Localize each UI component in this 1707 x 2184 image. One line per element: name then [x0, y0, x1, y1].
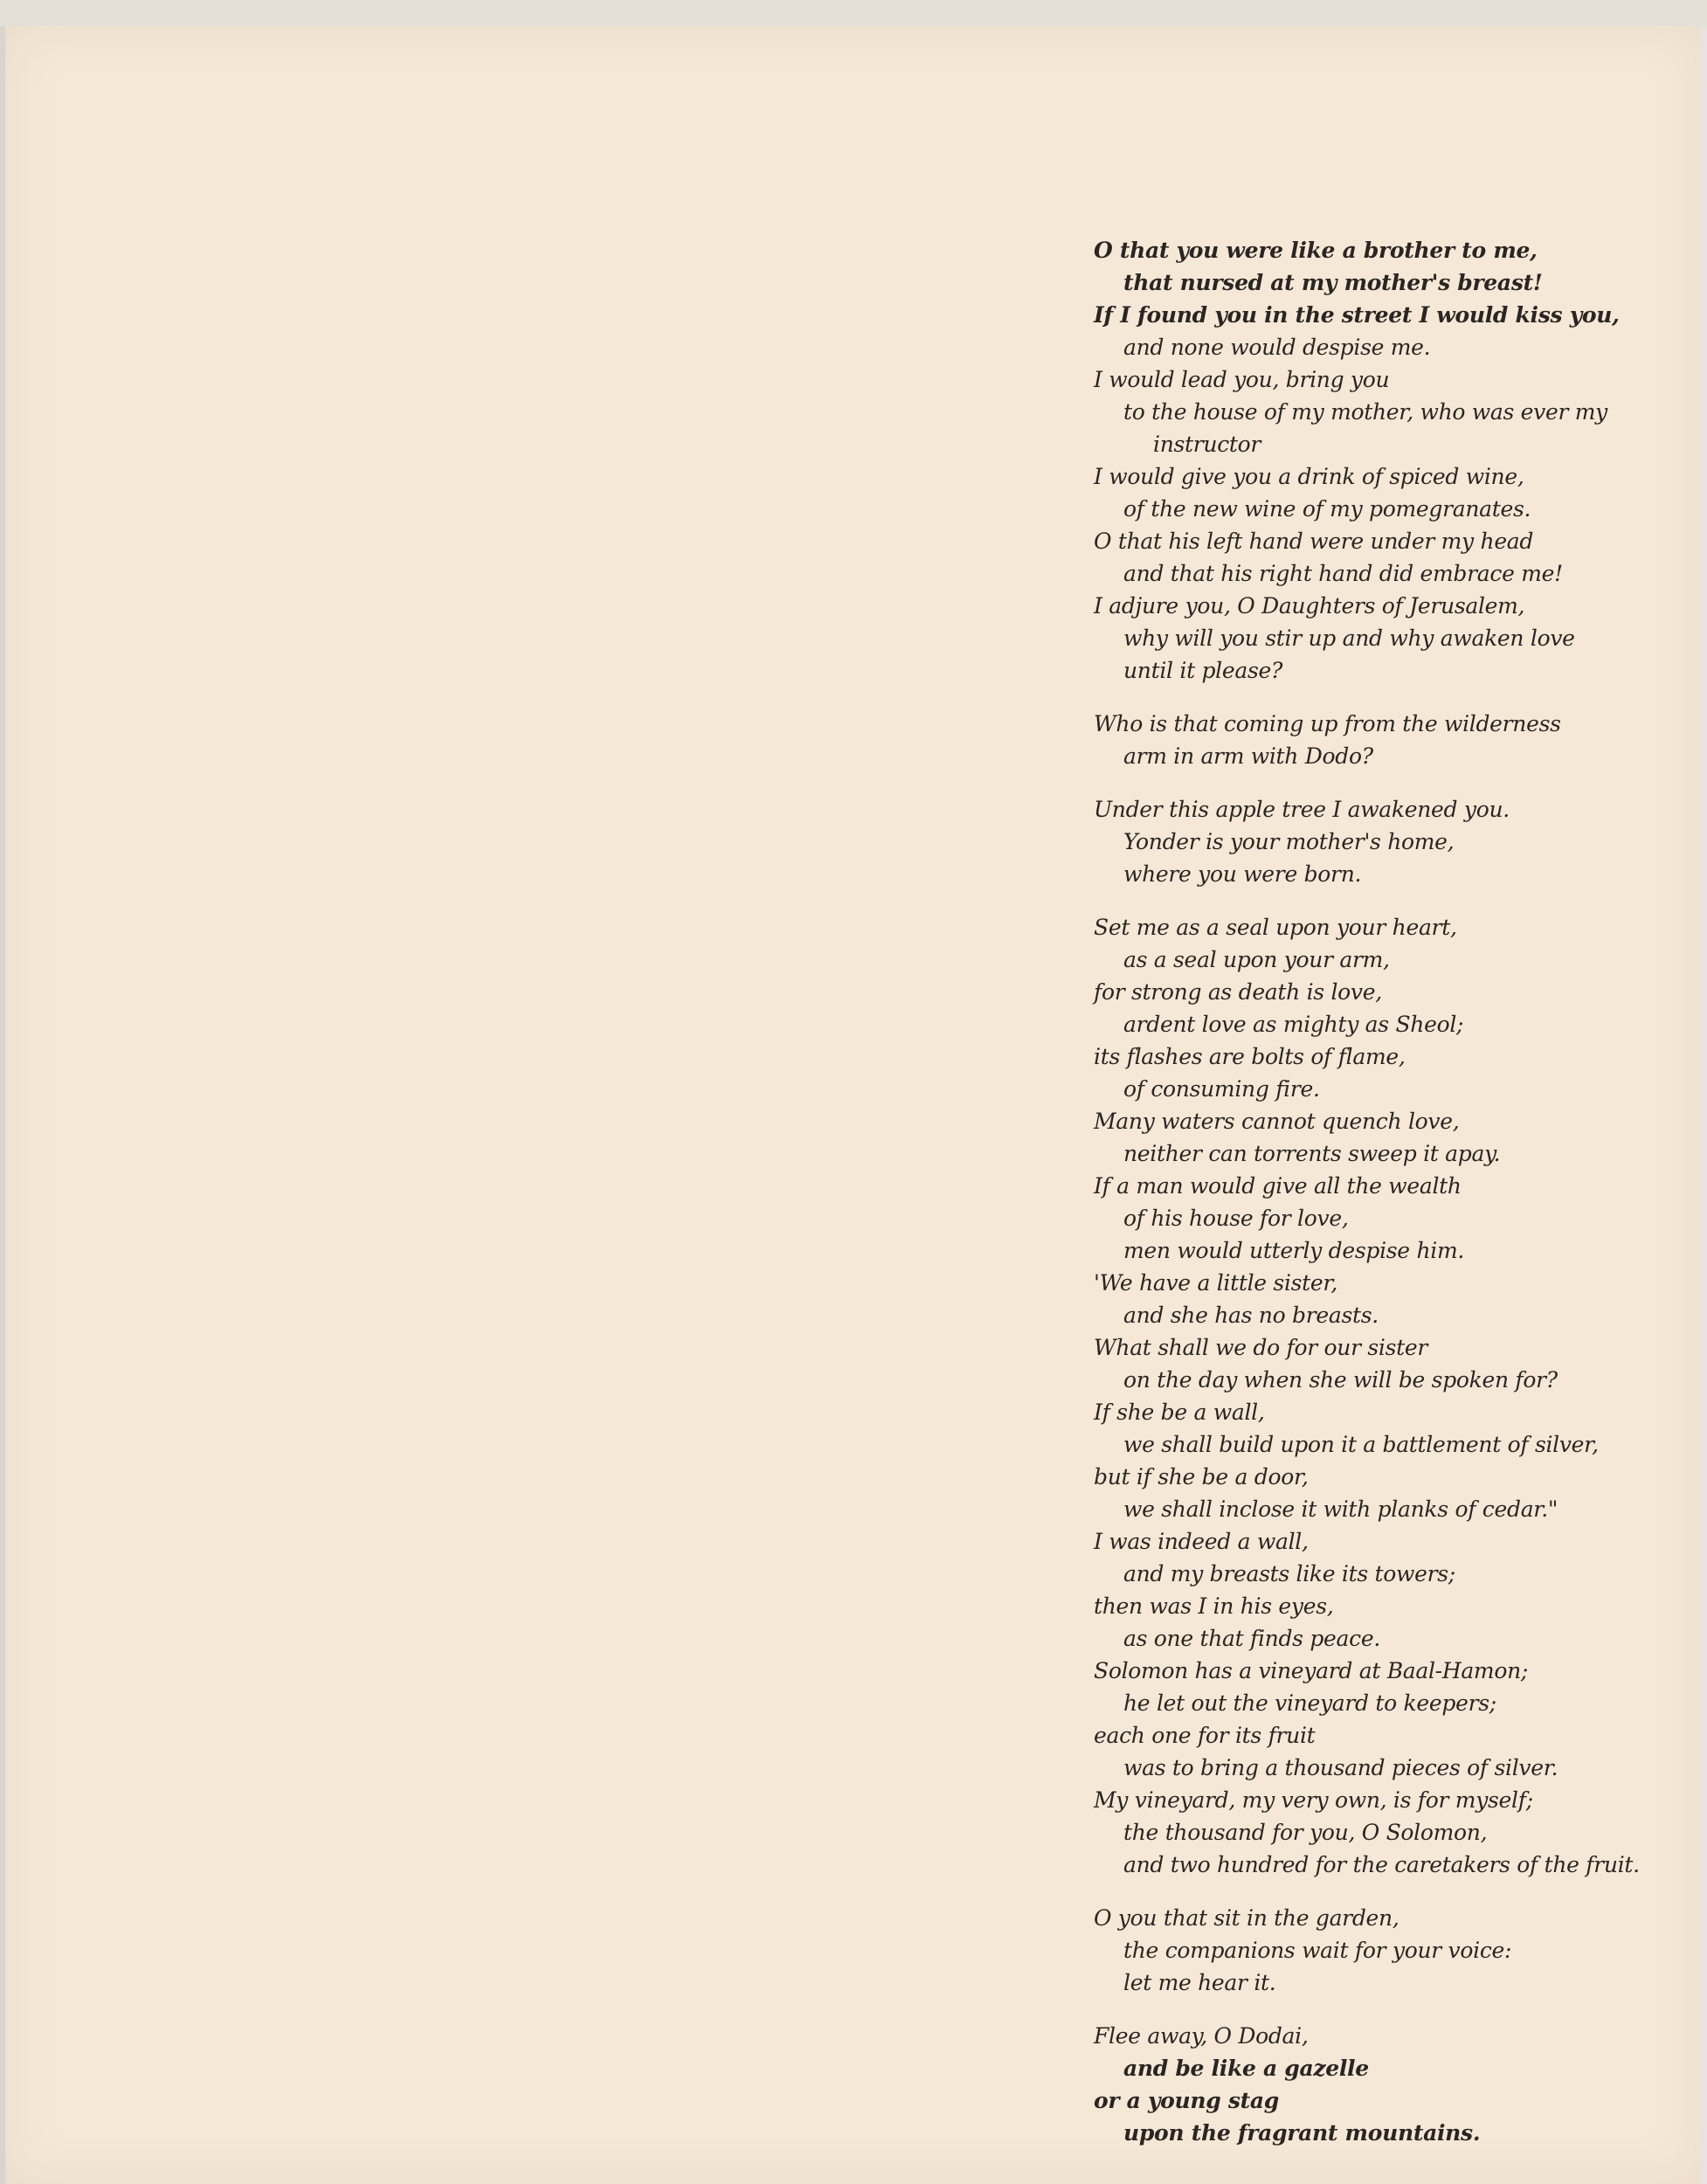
poem-line: but if she be a door, [1094, 1464, 1309, 1489]
poem-line: as a seal upon your arm, [1123, 947, 1390, 972]
poem-line: Flee away, O Dodai, [1094, 2023, 1309, 2049]
poem-line: Set me as a seal upon your heart, [1094, 915, 1457, 940]
stanza [1094, 708, 1653, 772]
poem-line: that nursed at my mother's breast! [1123, 270, 1543, 295]
poem-line: until it please? [1123, 658, 1283, 683]
scan-border-right [1700, 26, 1707, 2184]
poem-line: and two hundred for the caretakers of the fruit. [1123, 1852, 1640, 1877]
scan-border-top [0, 0, 1707, 26]
poem-line: O that his left hand were under my head [1094, 529, 1534, 554]
poem-line: of his house for love, [1123, 1206, 1349, 1231]
poem-line: he let out the vineyard to keepers; [1123, 1690, 1496, 1716]
poem-line: O that you were like a brother to me, [1094, 238, 1538, 263]
poem-line: 'We have a little sister, [1094, 1270, 1337, 1296]
poem-line: I would give you a drink of spiced wine, [1094, 464, 1524, 489]
stanza [1094, 234, 1653, 687]
poem-line: for strong as death is love, [1094, 979, 1382, 1005]
poem-line: Many waters cannot quench love, [1094, 1109, 1460, 1134]
poem-line: let me hear it. [1123, 1970, 1276, 1995]
stanza [1094, 1902, 1653, 1999]
poem-line: we shall build upon it a battlement of silver, [1123, 1432, 1599, 1457]
poem-line: where you were born. [1123, 861, 1362, 887]
poem-line: Yonder is your mother's home, [1123, 829, 1455, 854]
poem-line: its flashes are bolts of flame, [1094, 1044, 1406, 1069]
poem-line: and that his right hand did embrace me! [1123, 561, 1563, 586]
poem-line: arm in arm with Dodo? [1123, 743, 1373, 769]
poem-line: then was I in his eyes, [1094, 1593, 1334, 1619]
poem-line: Who is that coming up from the wilderness [1094, 711, 1561, 736]
poem-line: the companions wait for your voice: [1123, 1938, 1512, 1963]
poem-line: and be like a gazelle [1123, 2056, 1369, 2081]
poem-line: If I found you in the street I would kiss you, [1094, 302, 1620, 328]
poem-line: and she has no breasts. [1123, 1303, 1379, 1328]
poem-line: What shall we do for our sister [1094, 1335, 1428, 1360]
poem-line: and my breasts like its towers; [1123, 1561, 1455, 1586]
paper-sheet [5, 26, 1704, 2184]
poem-line: on the day when she will be spoken for? [1123, 1367, 1558, 1393]
poem-line: neither can torrents sweep it apay. [1123, 1141, 1501, 1166]
poem-line: Under this apple tree I awakened you. [1094, 797, 1510, 822]
stanza [1094, 911, 1653, 1881]
poem-line: I was indeed a wall, [1094, 1529, 1309, 1554]
poem-line: I adjure you, O Daughters of Jerusalem, [1094, 593, 1525, 619]
poem-line: as one that finds peace. [1123, 1626, 1380, 1651]
poem-line: was to bring a thousand pieces of silver. [1123, 1755, 1558, 1780]
poem-line: or a young stag [1094, 2088, 1279, 2113]
poem-line: we shall inclose it with planks of cedar." [1123, 1496, 1558, 1522]
poem-line: instructor [1153, 432, 1261, 457]
poem-line: of consuming fire. [1123, 1076, 1320, 1102]
stanza [1094, 793, 1653, 890]
poem-line: O you that sit in the garden, [1094, 1905, 1399, 1931]
poem-line: ardent love as mighty as Sheol; [1123, 1012, 1464, 1037]
poem-line: why will you stir up and why awaken love [1123, 625, 1575, 651]
poem-line: each one for its fruit [1094, 1723, 1316, 1748]
poem-line: and none would despise me. [1123, 335, 1431, 360]
stanza [1094, 2020, 1653, 2149]
poem-line: My vineyard, my very own, is for myself; [1094, 1787, 1533, 1813]
poem-line: the thousand for you, O Solomon, [1123, 1820, 1488, 1845]
poem-line: If a man would give all the wealth [1094, 1173, 1462, 1199]
poem-line: upon the fragrant mountains. [1123, 2120, 1481, 2146]
poem-text [1094, 234, 1653, 2170]
poem-line: I would lead you, bring you [1094, 367, 1390, 392]
poem-line: men would utterly despise him. [1123, 1238, 1464, 1263]
poem-line: Solomon has a vineyard at Baal-Hamon; [1094, 1658, 1529, 1683]
poem-line: of the new wine of my pomegranates. [1123, 496, 1531, 522]
poem-line: If she be a wall, [1094, 1400, 1265, 1425]
poem-line: to the house of my mother, who was ever my [1123, 399, 1608, 425]
